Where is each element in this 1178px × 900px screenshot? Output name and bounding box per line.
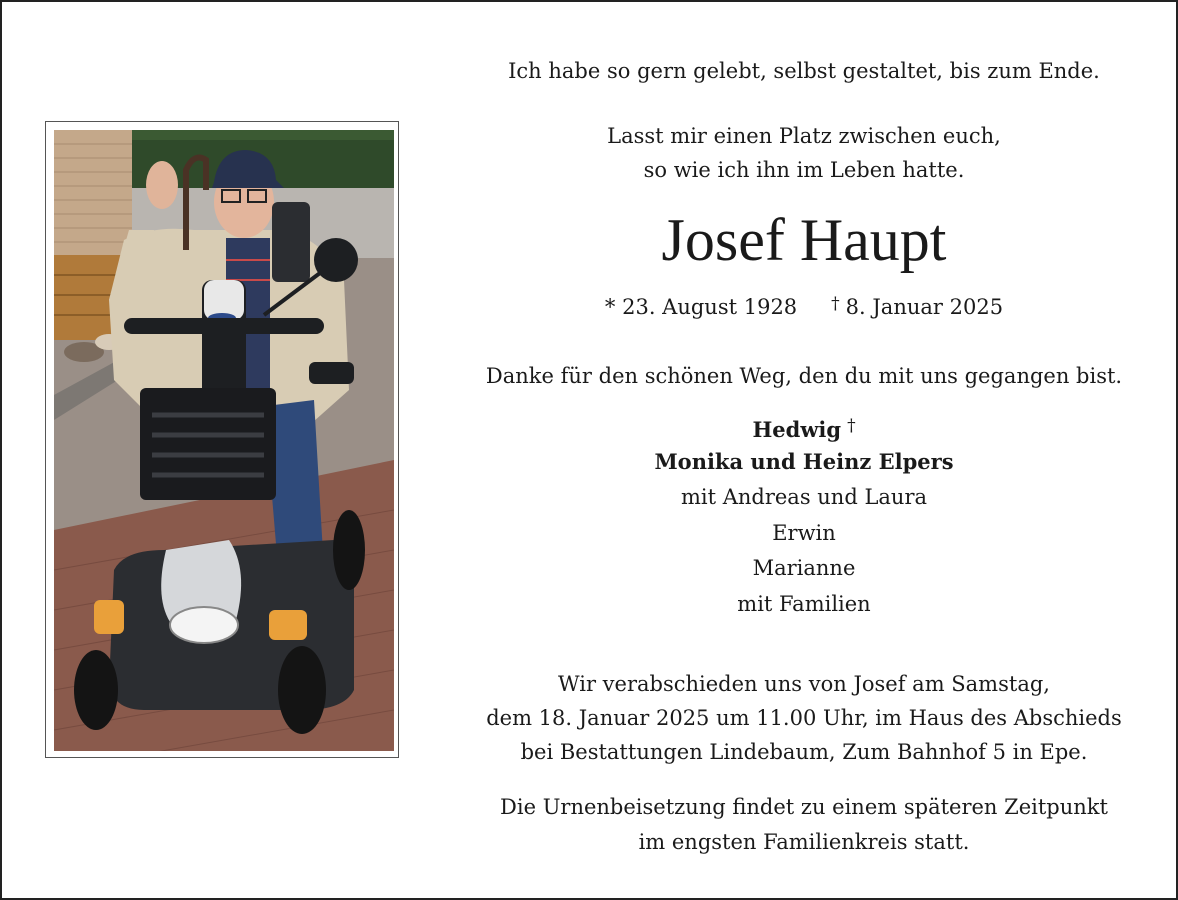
mourner-line-6: mit Familien — [737, 592, 871, 616]
farewell-line-3: bei Bestattungen Lindebaum, Zum Bahnhof 5 in Epe. — [520, 740, 1088, 764]
mourner-line-4: Erwin — [772, 521, 836, 545]
thanks-line: Danke für den schönen Weg, den du mit uns gegangen bist. — [485, 364, 1123, 388]
quote-line-3: so wie ich ihn im Leben hatte. — [643, 158, 965, 182]
mourner-first — [430, 413, 1178, 443]
farewell-line-2: dem 18. Januar 2025 um 11.00 Uhr, im Haus des Abschieds — [486, 706, 1122, 730]
mourner-line-5: Marianne — [752, 556, 856, 580]
mourner-hedwig: Hedwig — [752, 417, 842, 442]
life-dates — [430, 291, 1178, 320]
mourner-line-2: Monika und Heinz Elpers — [654, 449, 954, 474]
quote-line-1: Ich habe so gern gelebt, selbst gestaltet, bis zum Ende. — [508, 59, 1100, 83]
quote-line-2: Lasst mir einen Platz zwischen euch, — [607, 124, 1001, 148]
death-cross-icon: † — [831, 294, 840, 314]
burial-line-1: Die Urnenbeisetzung findet zu einem späteren Zeitpunkt — [500, 795, 1108, 819]
farewell-line-1: Wir verabschieden uns von Josef am Samstag, — [558, 672, 1050, 696]
mourner-cross-icon: † — [847, 416, 856, 436]
text-column — [430, 2, 1178, 898]
burial-line-2: im engsten Familienkreis statt. — [638, 830, 970, 854]
birth-date: * 23. August 1928 — [604, 295, 798, 319]
death-date: 8. Januar 2025 — [845, 295, 1004, 319]
mourner-line-3: mit Andreas und Laura — [680, 485, 928, 509]
portrait-photo-frame — [45, 121, 399, 758]
portrait-illustration — [54, 130, 394, 751]
deceased-name: Josef Haupt — [661, 207, 947, 273]
portrait-photo — [54, 130, 394, 751]
